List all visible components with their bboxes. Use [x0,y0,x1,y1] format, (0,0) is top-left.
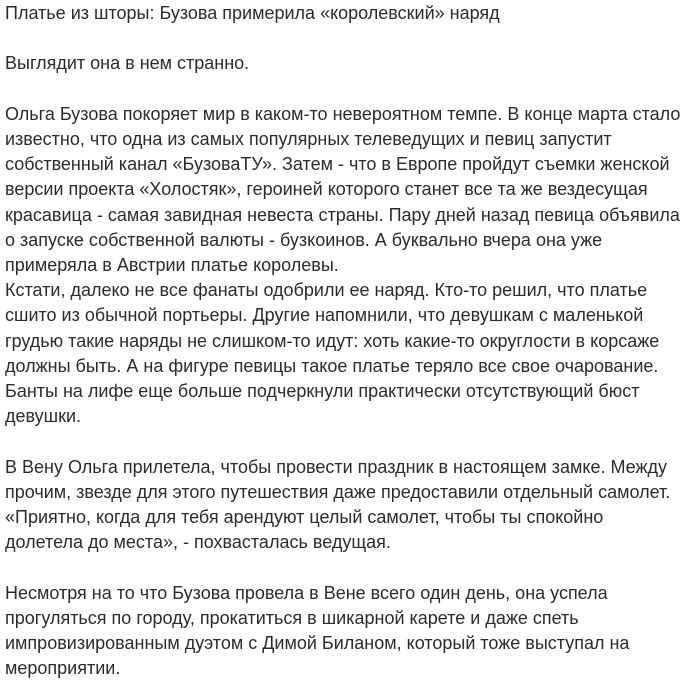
article-paragraph: Ольга Бузова покоряет мир в каком-то невероятном темпе. В конце марта стало известно, что одна из самых популярных телеведущих и певиц запустит собственный канал «БузоваТУ». Затем - что в Европе пройдут съемки женской версии проекта «Холостяк», героиней которого станет все та же вездесущая красавица - самая завидная невеста страны. Пару дней назад певица объявила о запуске собственной валюты - бузкоинов. А буквально вчера она уже примеряла в Австрии платье королевы. [5,103,681,275]
article-lead: Выглядит она в нем странно. [5,53,250,74]
article-paragraph: Несмотря на то что Бузова провела в Вене всего один день, она успела прогуляться по городу, прокатиться в шикарной карете и даже спеть импровизированным дуэтом с Димой Биланом, который тоже выступал на мероприятии. [5,582,630,679]
article-paragraph: Кстати, далеко не все фанаты одобрили ее наряд. Кто-то решил, что платье сшито из обычной портьеры. Другие напомнили, что девушкам с маленькой грудью такие наряды не слишком-то идут: хоть какие-то округлости в корсаже должны быть. А на фигуре певицы такое платье теряло все свое очарование. Банты на лифе еще больше подчеркнули практически отсутствующий бюст девушки. [5,280,660,427]
article-title: Платье из шторы: Бузова примерила «королевский» наряд [5,3,500,23]
article [0,1,699,679]
article-paragraph: В Вену Ольга прилетела, чтобы провести праздник в настоящем замке. Между прочим, звезде для этого путешествия даже предоставили отдельный самолет. «Приятно, когда для тебя арендуют целый самолет, чтобы ты спокойно долетела до места», - похвасталась ведущая. [5,456,671,553]
